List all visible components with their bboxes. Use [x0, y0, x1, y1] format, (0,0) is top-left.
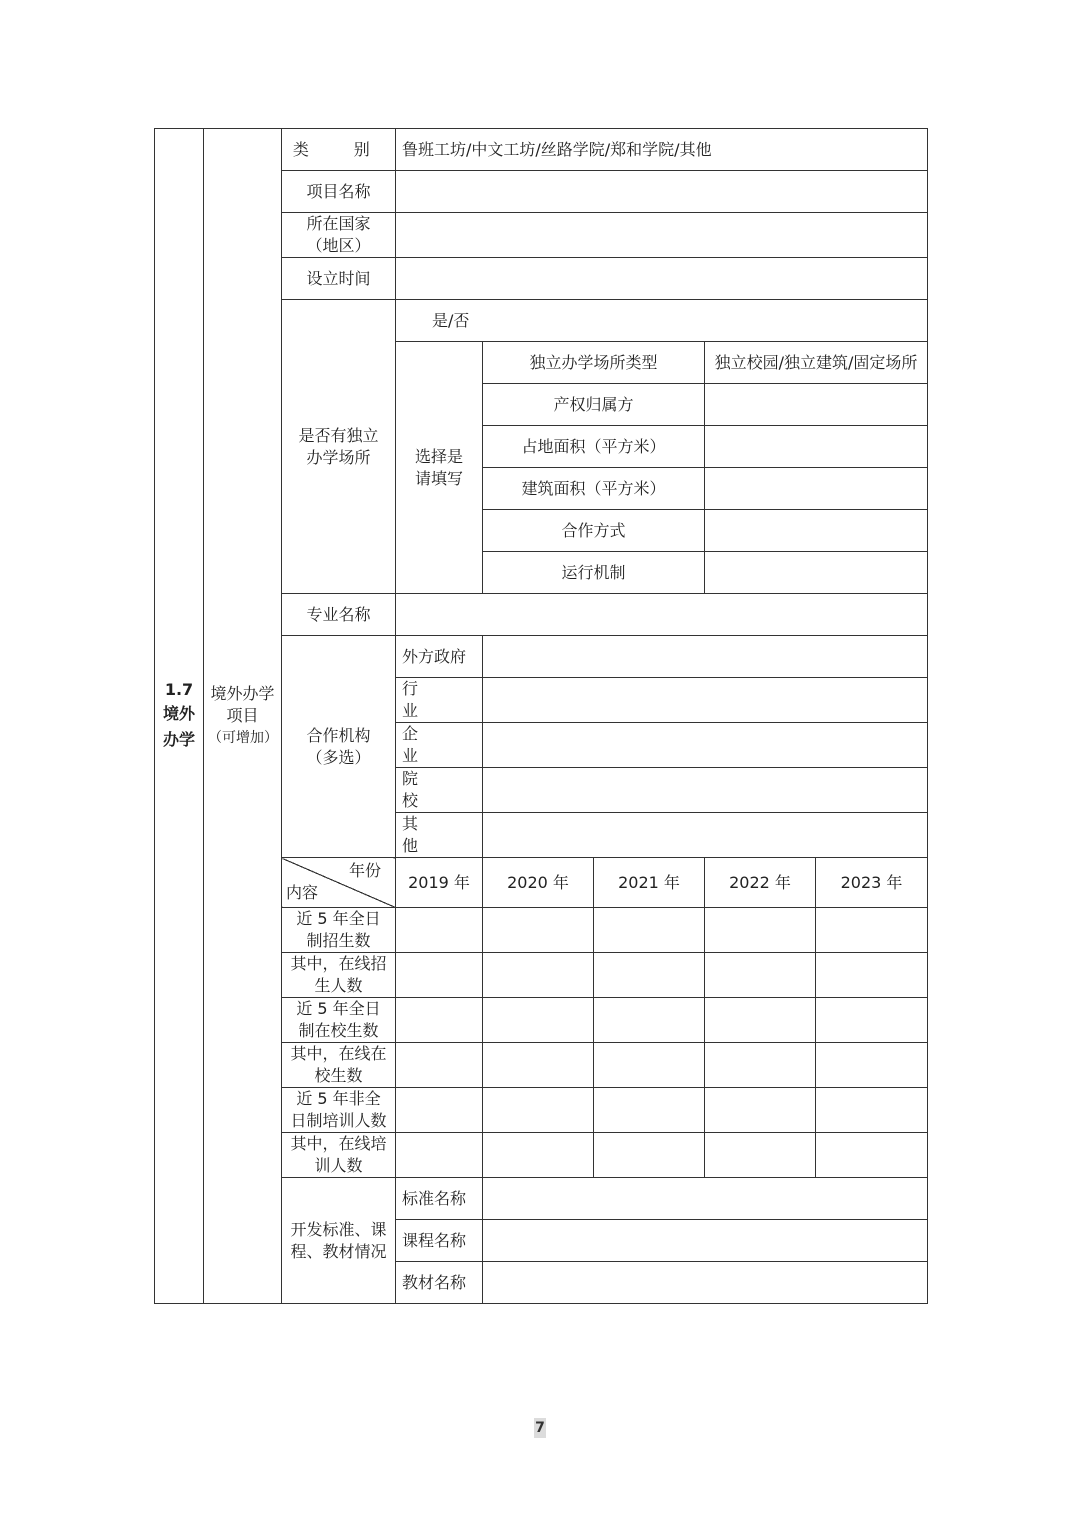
partner-college-field[interactable]	[483, 768, 928, 813]
year-header: 2021 年	[594, 858, 705, 908]
category-value: 鲁班工坊/中文工坊/丝路学院/郑和学院/其他	[396, 129, 928, 171]
building-area-field[interactable]	[705, 468, 928, 510]
course-name-field[interactable]	[483, 1220, 928, 1262]
year-header: 2022 年	[705, 858, 816, 908]
form-table	[154, 128, 928, 1304]
data-cell[interactable]	[594, 1088, 705, 1133]
data-cell[interactable]	[816, 998, 928, 1043]
stat-label: 其中，在线在校生数	[290, 1044, 387, 1085]
project-note: （可增加）	[208, 730, 278, 746]
data-cell[interactable]	[396, 908, 483, 953]
data-cell[interactable]	[396, 1133, 483, 1178]
year-header: 2020 年	[483, 858, 594, 908]
data-cell[interactable]	[816, 1043, 928, 1088]
section-title: 境外办学	[162, 704, 195, 749]
major-name-label: 专业名称	[282, 594, 396, 636]
data-cell[interactable]	[816, 953, 928, 998]
section-number: 1.7	[164, 680, 194, 699]
data-cell[interactable]	[594, 1043, 705, 1088]
data-cell[interactable]	[396, 1043, 483, 1088]
page-number: 7	[535, 1420, 545, 1436]
stat-label: 近 5 年全日制招生数	[296, 909, 381, 950]
land-area-label: 占地面积（平方米）	[483, 426, 705, 468]
data-cell[interactable]	[705, 908, 816, 953]
diag-year-label: 年份	[348, 861, 381, 880]
data-cell[interactable]	[396, 1088, 483, 1133]
project-title: 境外办学项目	[210, 684, 275, 725]
partner-college-label: 院校	[396, 768, 483, 813]
data-cell[interactable]	[396, 998, 483, 1043]
data-cell[interactable]	[816, 1133, 928, 1178]
operation-mechanism-field[interactable]	[705, 552, 928, 594]
data-cell[interactable]	[483, 953, 594, 998]
country-field[interactable]	[396, 213, 928, 258]
data-cell[interactable]	[705, 998, 816, 1043]
data-cell[interactable]	[594, 908, 705, 953]
partner-industry-label: 行业	[396, 678, 483, 723]
property-owner-label: 产权归属方	[483, 384, 705, 426]
campus-type-label: 独立办学场所类型	[483, 342, 705, 384]
data-cell[interactable]	[705, 1088, 816, 1133]
data-cell[interactable]	[396, 953, 483, 998]
partner-enterprise-field[interactable]	[483, 723, 928, 768]
campus-if-yes-label: 选择是请填写	[414, 446, 463, 488]
partners-label: 合作机构（多选）	[306, 725, 371, 767]
textbook-name-label: 教材名称	[396, 1262, 483, 1304]
data-cell[interactable]	[594, 1133, 705, 1178]
year-content-header	[282, 858, 396, 908]
partner-other-label: 其他	[396, 813, 483, 858]
data-cell[interactable]	[594, 953, 705, 998]
standard-name-field[interactable]	[483, 1178, 928, 1220]
year-header: 2019 年	[396, 858, 483, 908]
data-cell[interactable]	[483, 998, 594, 1043]
data-cell[interactable]	[483, 908, 594, 953]
stat-label: 近 5 年全日制在校生数	[296, 999, 381, 1040]
campus-type-value[interactable]: 独立校园/独立建筑/固定场所	[705, 342, 928, 384]
data-cell[interactable]	[705, 1133, 816, 1178]
partner-gov-field[interactable]	[483, 636, 928, 678]
campus-yes-no[interactable]: 是/否	[396, 300, 928, 342]
section-cell	[155, 129, 204, 1304]
data-cell[interactable]	[594, 998, 705, 1043]
dev-label: 开发标准、课程、教材情况	[290, 1219, 387, 1261]
data-cell[interactable]	[483, 1043, 594, 1088]
partner-industry-field[interactable]	[483, 678, 928, 723]
cooperation-mode-field[interactable]	[705, 510, 928, 552]
established-label: 设立时间	[282, 258, 396, 300]
property-owner-field[interactable]	[705, 384, 928, 426]
data-cell[interactable]	[816, 1088, 928, 1133]
partner-other-field[interactable]	[483, 813, 928, 858]
major-name-field[interactable]	[396, 594, 928, 636]
data-cell[interactable]	[816, 908, 928, 953]
standard-name-label: 标准名称	[396, 1178, 483, 1220]
established-field[interactable]	[396, 258, 928, 300]
data-cell[interactable]	[705, 953, 816, 998]
data-cell[interactable]	[483, 1088, 594, 1133]
textbook-name-field[interactable]	[483, 1262, 928, 1304]
stat-label: 近 5 年非全日制培训人数	[290, 1089, 387, 1130]
project-name-field[interactable]	[396, 171, 928, 213]
project-name-label: 项目名称	[282, 171, 396, 213]
data-cell[interactable]	[483, 1133, 594, 1178]
cooperation-mode-label: 合作方式	[483, 510, 705, 552]
land-area-field[interactable]	[705, 426, 928, 468]
partner-enterprise-label: 企业	[396, 723, 483, 768]
project-type-cell	[204, 129, 282, 1304]
operation-mechanism-label: 运行机制	[483, 552, 705, 594]
building-area-label: 建筑面积（平方米）	[483, 468, 705, 510]
country-label: 所在国家（地区）	[306, 214, 371, 255]
data-cell[interactable]	[705, 1043, 816, 1088]
stat-label: 其中，在线培训人数	[290, 1134, 387, 1175]
partner-gov-label: 外方政府	[396, 636, 483, 678]
course-name-label: 课程名称	[396, 1220, 483, 1262]
diag-content-label: 内容	[286, 883, 319, 902]
campus-label: 是否有独立办学场所	[298, 425, 379, 467]
year-header: 2023 年	[816, 858, 928, 908]
stat-label: 其中，在线招生人数	[290, 954, 387, 995]
category-label: 类 别	[282, 129, 396, 171]
